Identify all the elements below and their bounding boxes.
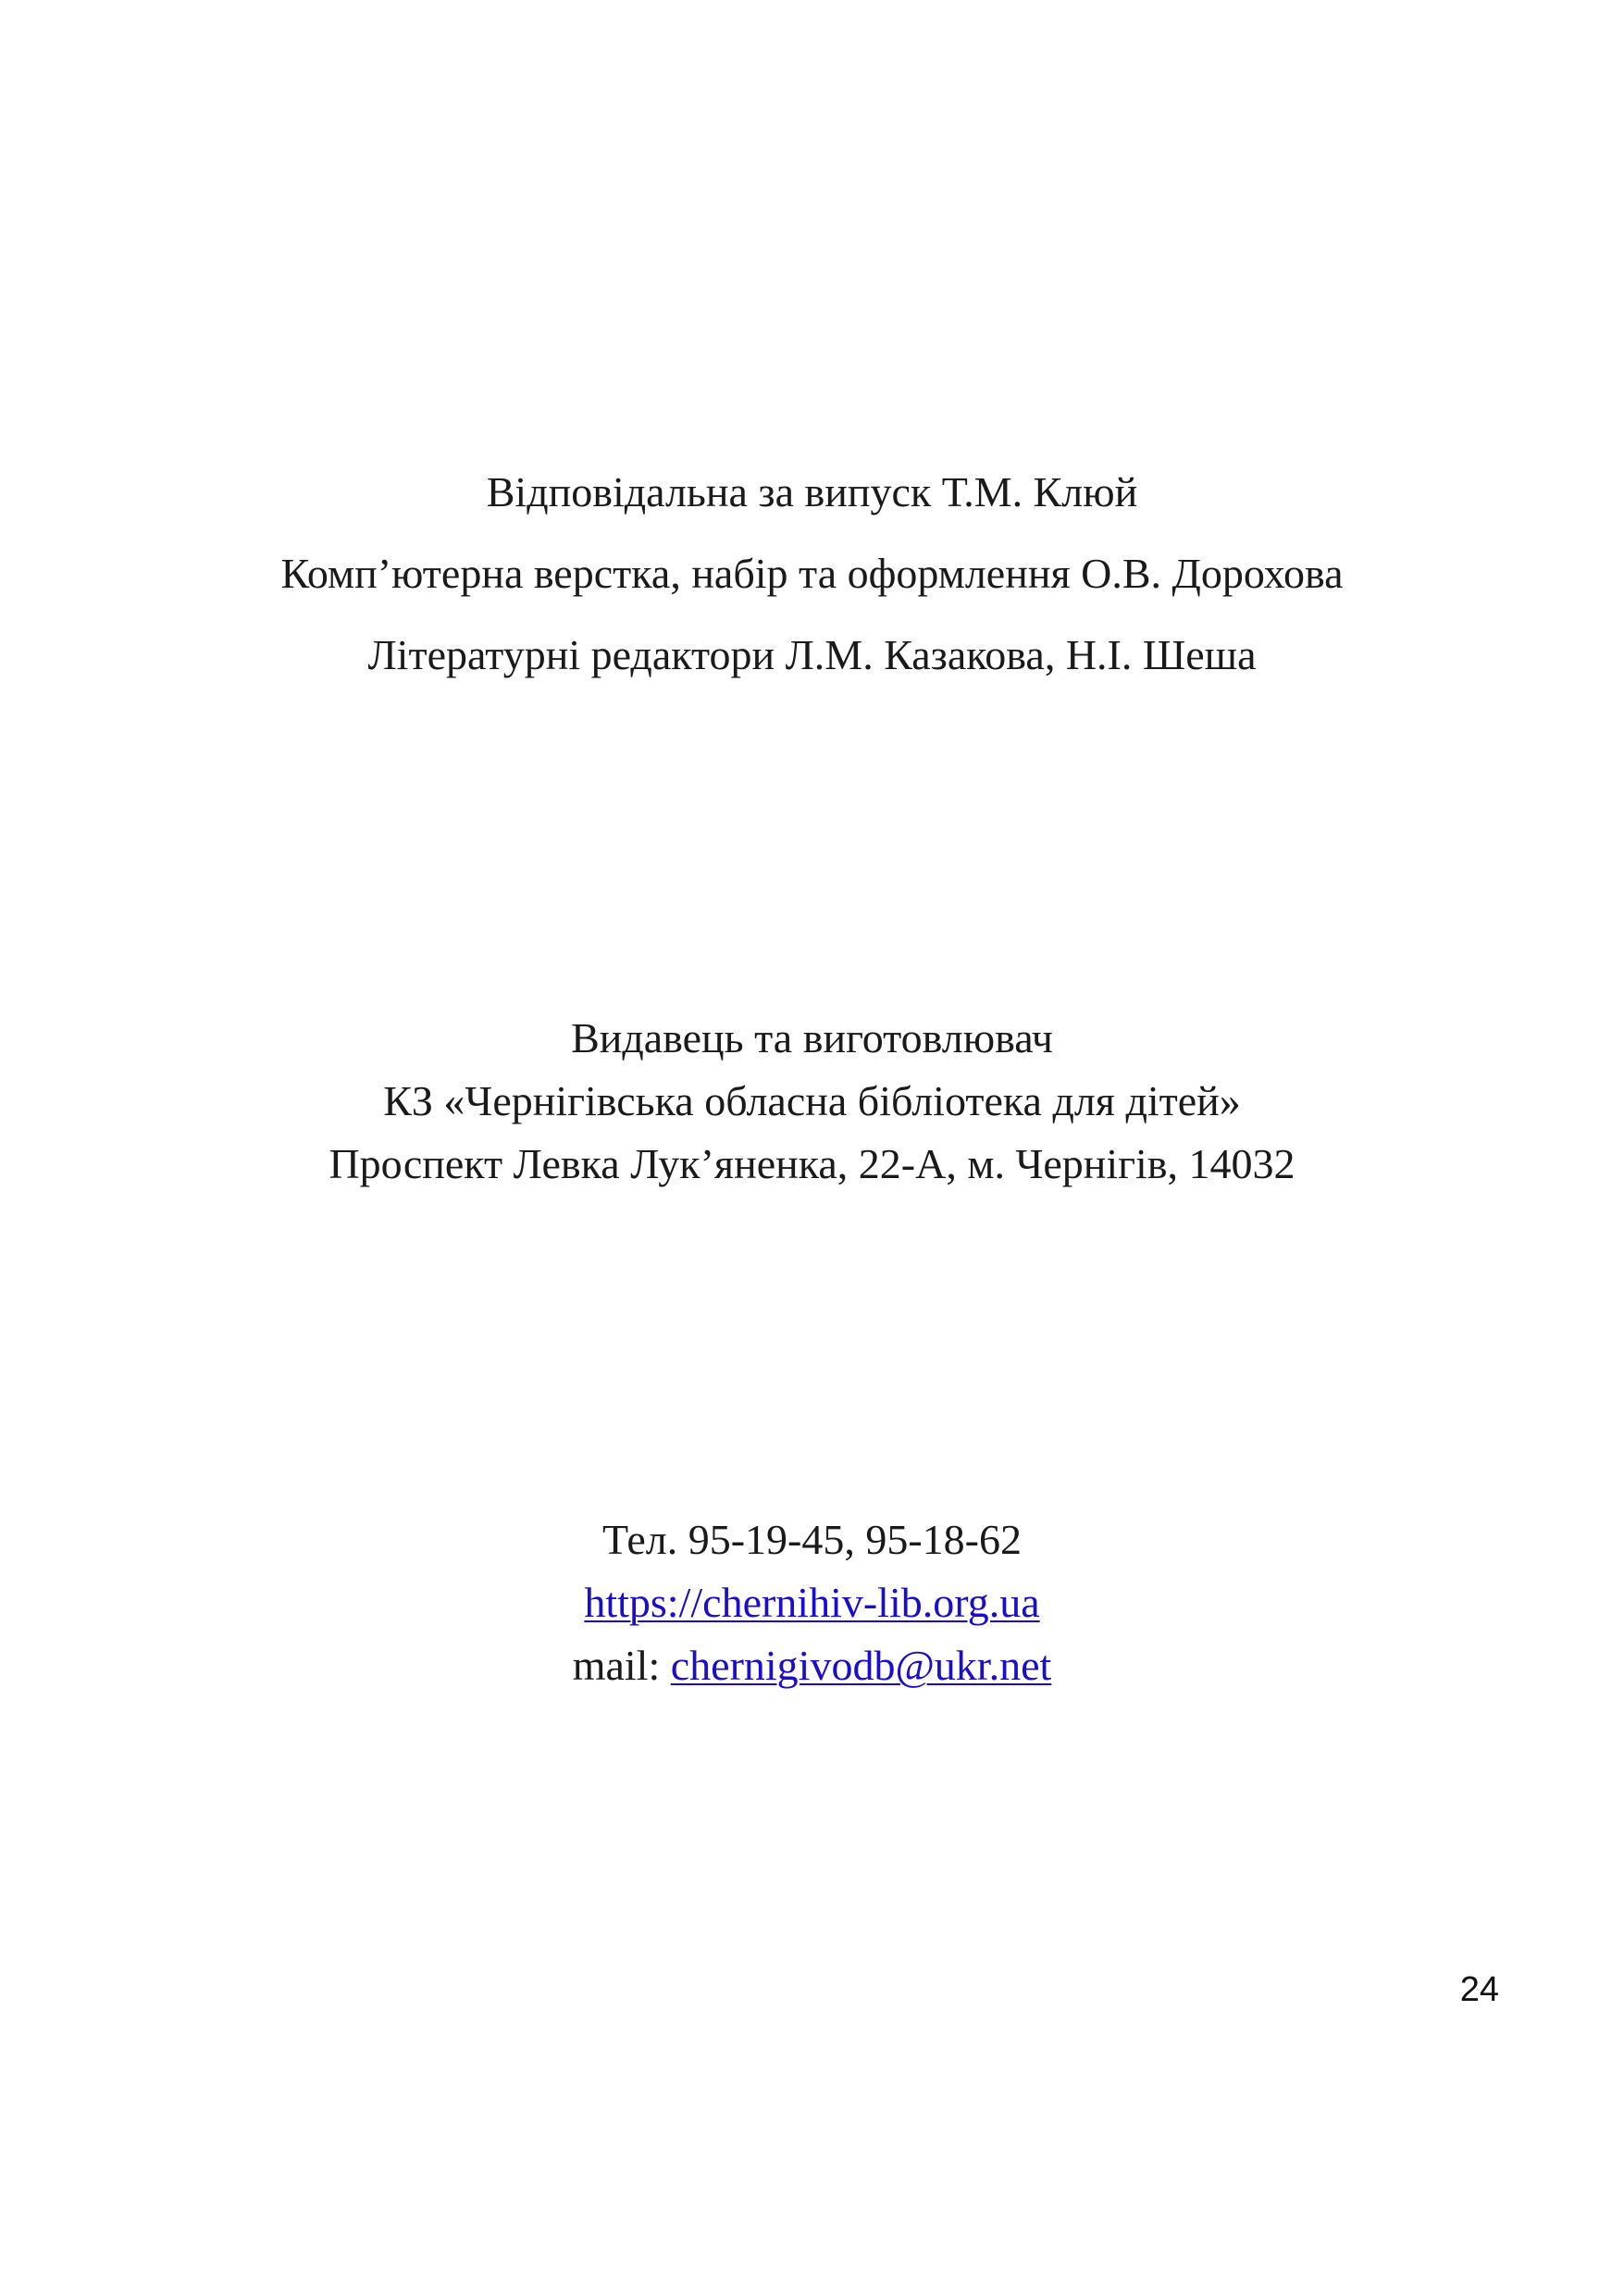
publisher-block — [0, 1007, 1624, 1196]
responsible-editor: Відповідальна за випуск Т.М. Клюй — [486, 468, 1138, 515]
website-link[interactable]: https://chernihiv-lib.org.ua — [584, 1579, 1040, 1626]
contacts-block — [0, 1508, 1624, 1697]
phone-numbers: Тел. 95-19-45, 95-18-62 — [602, 1516, 1022, 1563]
website-line — [0, 1571, 1624, 1634]
publisher-heading: Видавець та виготовлювач — [571, 1014, 1053, 1061]
mail-label: mail: — [572, 1642, 671, 1689]
credits-block — [0, 452, 1624, 696]
publisher-address: Проспект Левка Лук’яненка, 22-А, м. Чернігів, 14032 — [329, 1140, 1295, 1187]
publisher-organization: КЗ «Чернігівська обласна бібліотека для дітей» — [383, 1077, 1241, 1124]
page-number: 24 — [1459, 1970, 1499, 2009]
layout-designer: Комп’ютерна верстка, набір та оформлення О.В. Дорохова — [280, 550, 1344, 597]
email-line — [0, 1634, 1624, 1697]
literary-editors: Літературні редактори Л.М. Казакова, Н.І. Шеша — [367, 631, 1257, 678]
email-link[interactable]: chernigivodb@ukr.net — [670, 1642, 1052, 1689]
